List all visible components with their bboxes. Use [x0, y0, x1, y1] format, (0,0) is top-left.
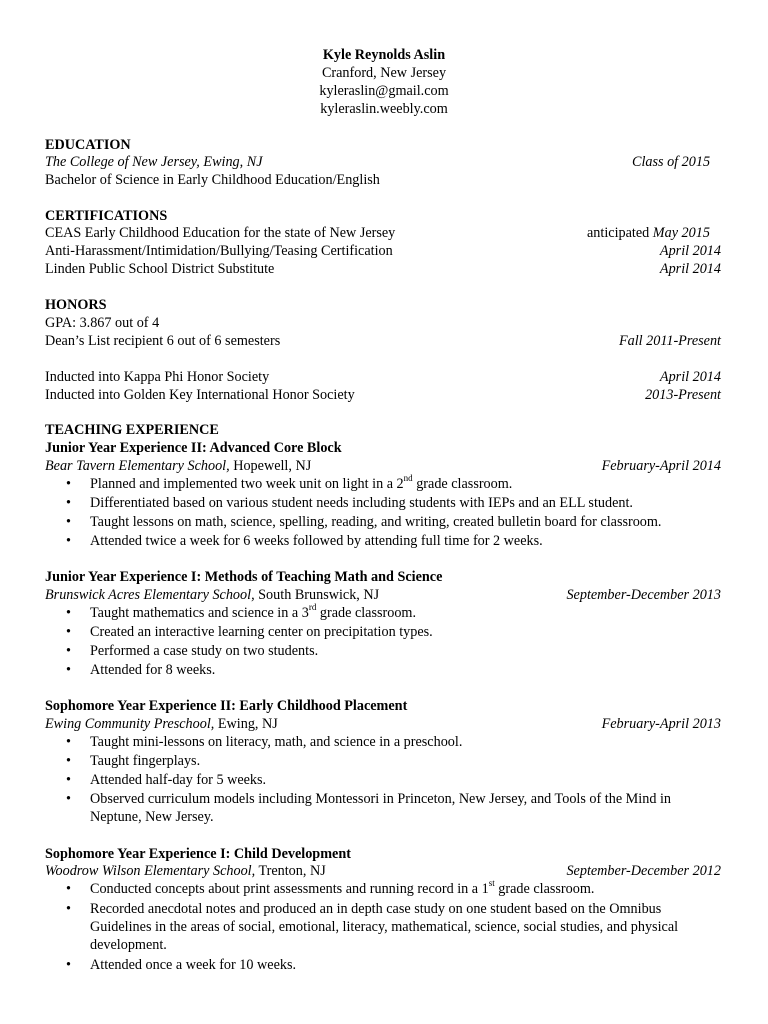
experience-city: Trenton, NJ: [255, 863, 326, 879]
experience-school-row: [45, 586, 721, 604]
bullet-icon: •: [66, 753, 71, 769]
experience-school-row: [45, 715, 721, 733]
experience-school-row: [45, 457, 721, 475]
teaching-heading: TEACHING EXPERIENCE: [45, 422, 219, 438]
certification-name: CEAS Early Childhood Education for the state of New Jersey: [45, 225, 396, 241]
bullet-icon: •: [66, 495, 71, 511]
bullet-icon: •: [66, 514, 71, 530]
experience-school: Woodrow Wilson Elementary School,: [45, 863, 256, 879]
certification-date: April 2014: [659, 243, 721, 259]
experience-dates: September-December 2012: [566, 863, 721, 879]
honors-kappa-phi-row: [45, 368, 721, 386]
honors-kappa-phi: Inducted into Kappa Phi Honor Society: [45, 369, 270, 385]
bullet-icon: •: [66, 624, 71, 640]
experience-title: Junior Year Experience II: Advanced Core Block: [45, 440, 342, 456]
honors-golden-key-row: [45, 386, 721, 404]
certification-date: [587, 224, 710, 242]
experience-dates: September-December 2013: [566, 587, 721, 603]
education-heading: EDUCATION: [45, 137, 131, 153]
bullet-icon: •: [66, 881, 71, 897]
honors-deans-list: Dean’s List recipient 6 out of 6 semesters: [45, 333, 281, 349]
resume-page: Kyle Reynolds Aslin Cranford, New Jersey kyleraslin@gmail.com kyleraslin.weebly.com EDUCATION The College of New Jersey, Ewing, NJ Class of 2015 Bachelor of Science in Early Childhood Education/English CERTIFICATIONS CEAS Early Childhood Education for the state of New Jersey anticipated May 2015 Anti-Harassment/Intimidation/Bullying/Teasing Certification April 2014 Linden Public School District Substitute April 2014 HONORS GPA: 3.867 out of 4 Dean’s List recipient 6 out of 6 semesters Fall 2011-Present Inducted into Kappa Phi Honor Society April 2014 Inducted into Golden Key International Honor Society 2013-Present TEACHING EXPERIENCE Junior Year Experience II: Advanced Core Block Bear Tavern Elementary School, Hopewell, NJ February-April 2014 • Planned and implemented two week unit on light in a 2nd grade classroom. • Differentiated based on various student needs including students with IEPs and an ELL student. • Taught lessons on math, science, spelling, reading, and writing, created bulletin board for classroom. • Attended twice a week for 6 weeks followed by attending full time for 2 weeks. Junior Year Experience I: Methods of Teaching Math and Science Brunswick Acres Elementary School, South Brunswick, NJ September-December 2013 • Taught mathematics and science in a 3rd grade classroom. • Created an interactive learning center on precipitation types. • Performed a case study on two students. • Attended for 8 weeks. Sophomore Year Experience II: Early Childhood Placement Ewing Community Preschool, Ewing, NJ February-April 2013 • Taught mini-lessons on literacy, math, and science in a preschool. • Taught fingerplays. • Attended half-day for 5 weeks. • Observed curriculum models including Montessori in Princeton, New Jersey, and Tools of the Mind in Neptune, New Jersey. Sophomore Year Experience I: Child Development Woodrow Wilson Elementary School, Trenton, NJ September-December 2012 • Conducted concepts about print assessments and running record in a 1st grade classroom. • Recorded anecdotal notes and produced an in depth case study on one student based on the Omnibus Guidelines in the areas of social, emotional, literacy, mathematical, science, social studies, and physical development. • Attended once a week for 10 weeks.: [0, 0, 768, 1024]
certification-row: [45, 224, 721, 242]
bullet-icon: •: [66, 734, 71, 750]
certifications-heading: CERTIFICATIONS: [45, 208, 168, 224]
resume-email: kyleraslin@gmail.com: [319, 83, 449, 99]
bullet-icon: •: [66, 533, 71, 549]
resume-location: Cranford, New Jersey: [321, 65, 447, 81]
certification-date-value: May 2015: [652, 225, 710, 241]
experience-title: Sophomore Year Experience I: Child Development: [45, 846, 351, 862]
resume-name: Kyle Reynolds Aslin: [322, 47, 446, 63]
bullet-icon: •: [66, 662, 71, 678]
resume-website: kyleraslin.weebly.com: [320, 101, 448, 117]
certification-row: [45, 242, 721, 260]
experience-title: Sophomore Year Experience II: Early Childhood Placement: [45, 698, 408, 714]
certification-name: Anti-Harassment/Intimidation/Bullying/Teasing Certification: [45, 243, 393, 259]
bullet-icon: •: [66, 476, 71, 492]
certification-date: April 2014: [659, 261, 721, 277]
certification-date-prefix: anticipated: [587, 225, 653, 241]
honors-golden-key: Inducted into Golden Key International Honor Society: [45, 387, 355, 403]
experience-dates: February-April 2014: [601, 458, 721, 474]
experience-title: Junior Year Experience I: Methods of Teaching Math and Science: [45, 569, 443, 585]
bullet-icon: •: [66, 772, 71, 788]
experience-dates: February-April 2013: [601, 716, 721, 732]
honors-deans-list-date: Fall 2011-Present: [618, 333, 721, 349]
honors-deans-list-row: [45, 332, 721, 350]
honors-heading: HONORS: [45, 297, 107, 313]
bullet-icon: •: [66, 901, 71, 917]
honors-gpa: GPA: 3.867 out of 4: [45, 315, 160, 331]
bullet-icon: •: [66, 605, 71, 621]
experience-school: Bear Tavern Elementary School,: [45, 458, 230, 474]
experience-city: Hopewell, NJ: [229, 458, 312, 474]
bullet-icon: •: [66, 957, 71, 973]
experience-school-row: [45, 862, 721, 880]
bullet-icon: •: [66, 791, 71, 807]
experience-school: Ewing Community Preschool,: [45, 716, 215, 732]
education-class-of: Class of 2015: [632, 154, 711, 170]
experience-city: Ewing, NJ: [214, 716, 278, 732]
certification-row: [45, 260, 721, 278]
education-degree: Bachelor of Science in Early Childhood Education/English: [45, 172, 380, 188]
bullet-icon: •: [66, 643, 71, 659]
honors-golden-key-date: 2013-Present: [645, 387, 721, 403]
education-school-row: [45, 153, 721, 171]
certification-name: Linden Public School District Substitute: [45, 261, 275, 277]
honors-kappa-phi-date: April 2014: [659, 369, 721, 385]
experience-school: Brunswick Acres Elementary School,: [45, 587, 255, 603]
education-school: The College of New Jersey, Ewing, NJ: [45, 154, 263, 170]
experience-city: South Brunswick, NJ: [254, 587, 380, 603]
